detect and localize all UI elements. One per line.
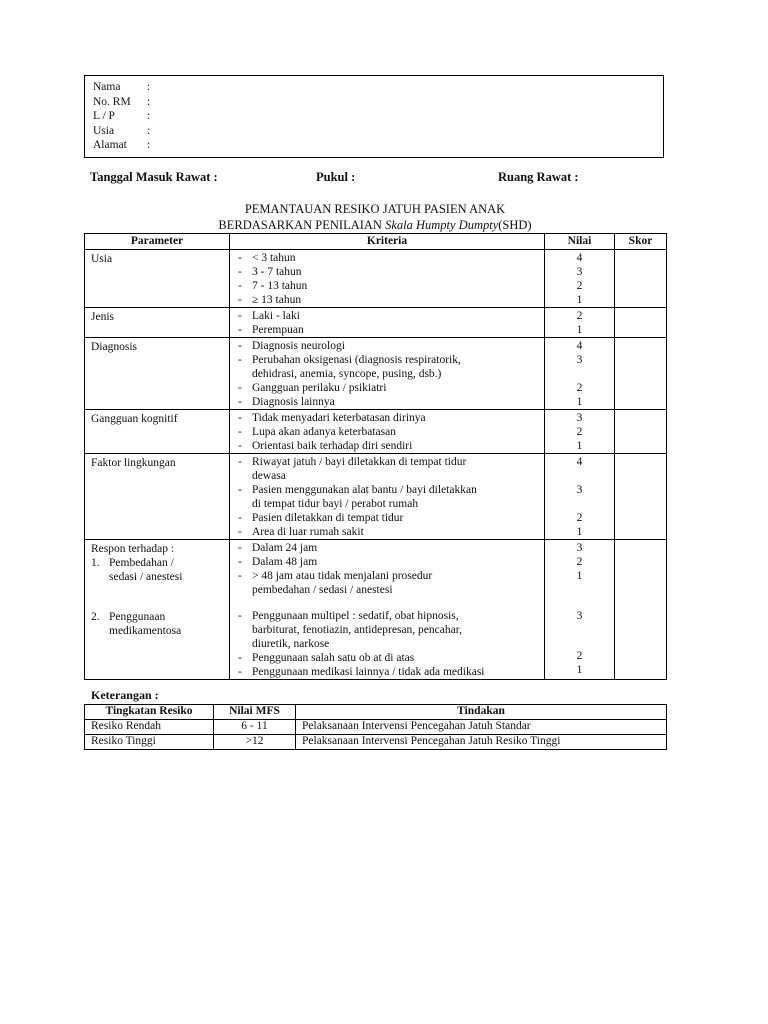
param-usia: Usia <box>85 250 230 308</box>
identity-row-usia: Usia : <box>93 124 151 137</box>
nilai-kognitif: 3 2 1 <box>545 410 615 454</box>
param-lingkungan: Faktor lingkungan <box>85 454 230 540</box>
criteria-jenis: - Laki - laki - Perempuan <box>230 308 545 338</box>
risk-row-tinggi: Resiko Tinggi >12 Pelaksanaan Intervensi Pencegahan Jatuh Resiko Tinggi <box>85 735 667 750</box>
header-nilai-mfs: Nilai MFS <box>214 705 296 720</box>
admission-info-row <box>90 170 660 186</box>
form-title-line2: BERDASARKAN PENILAIAN Skala Humpty Dumpty(SHD) <box>218 218 532 232</box>
skor-usia-cell[interactable] <box>615 250 667 308</box>
shd-assessment-table <box>84 233 667 680</box>
nilai-jenis: 2 1 <box>545 308 615 338</box>
header-skor: Skor <box>615 234 667 250</box>
skor-lingkungan-cell[interactable] <box>615 454 667 540</box>
identity-row-lp: L / P : <box>93 110 151 122</box>
patient-identity-box <box>84 75 664 158</box>
param-respon: Respon terhadap : 1. Pembedahan / sedasi / anestesi 2. Penggunaan medikamentosa <box>85 540 230 680</box>
nilai-respon: 3 2 1 3 2 1 <box>545 540 615 680</box>
skor-respon-cell[interactable] <box>615 540 667 680</box>
table-header-row <box>85 234 667 250</box>
criteria-lingkungan: - Riwayat jatuh / bayi diletakkan di tempat tidur dewasa - Pasien menggunakan alat bantu / bayi diletakkan di tempat tidur bayi / perabot rumah - Pasien diletakkan di tempat tidur - Area di luar rumah sakit <box>230 454 545 540</box>
table-row-jenis <box>85 308 667 338</box>
header-parameter: Parameter <box>85 234 230 250</box>
nilai-usia: 4 3 2 1 <box>545 250 615 308</box>
nilai-diagnosis: 4 3 2 1 <box>545 338 615 410</box>
tanggal-masuk-label: Tanggal Masuk Rawat : <box>90 170 218 184</box>
keterangan-label: Keterangan : <box>91 688 159 702</box>
header-tingkatan: Tingkatan Resiko <box>85 705 214 720</box>
skor-kognitif-cell[interactable] <box>615 410 667 454</box>
pukul-label: Pukul : <box>316 170 356 184</box>
param-jenis: Jenis <box>85 308 230 338</box>
skor-diagnosis-cell[interactable] <box>615 338 667 410</box>
header-nilai: Nilai <box>545 234 615 250</box>
param-diagnosis: Diagnosis <box>85 338 230 410</box>
criteria-diagnosis: - Diagnosis neurologi - Perubahan oksigenasi (diagnosis respiratorik, dehidrasi, anemia, syncope, pusing, dsb.) - Gangguan perilaku / psikiatri - Diagnosis lainnya <box>230 338 545 410</box>
criteria-respon: - Dalam 24 jam - Dalam 48 jam - > 48 jam atau tidak menjalani prosedur pembedahan / sedasi / anestesi - Penggunaan multipel : sedatif, obat hipnosis, barbiturat, fenotiazin, antidepresan, pencahar, diuretik, narkose - Penggunaan salah satu ob at di atas - Penggunaan medikasi lainnya / tidak ada medikasi <box>230 540 545 680</box>
nilai-lingkungan: 4 3 2 1 <box>545 454 615 540</box>
param-kognitif: Gangguan kognitif <box>85 410 230 454</box>
header-tindakan: Tindakan <box>296 705 667 720</box>
table-row-usia <box>85 250 667 308</box>
identity-row-no-rm: No. RM : <box>93 95 151 108</box>
risk-row-rendah: Resiko Rendah 6 - 11 Pelaksanaan Intervensi Pencegahan Jatuh Standar <box>85 720 667 735</box>
form-title-line1: PEMANTAUAN RESIKO JATUH PASIEN ANAK <box>244 202 506 216</box>
identity-row-nama: Nama : <box>93 81 151 93</box>
risk-header-row <box>85 705 667 720</box>
risk-level-table <box>84 704 667 750</box>
ruang-rawat-label: Ruang Rawat : <box>498 170 579 184</box>
header-kriteria: Kriteria <box>230 234 545 250</box>
table-row-lingkungan <box>85 454 667 540</box>
skor-jenis-cell[interactable] <box>615 308 667 338</box>
criteria-kognitif: - Tidak menyadari keterbatasan dirinya - Lupa akan adanya keterbatasan - Orientasi baik terhadap diri sendiri <box>230 410 545 454</box>
table-row-kognitif <box>85 410 667 454</box>
table-row-respon <box>85 540 667 680</box>
table-row-diagnosis <box>85 338 667 410</box>
identity-row-alamat: Alamat : <box>93 139 151 151</box>
criteria-usia: - < 3 tahun - 3 - 7 tahun - 7 - 13 tahun - ≥ 13 tahun <box>230 250 545 308</box>
